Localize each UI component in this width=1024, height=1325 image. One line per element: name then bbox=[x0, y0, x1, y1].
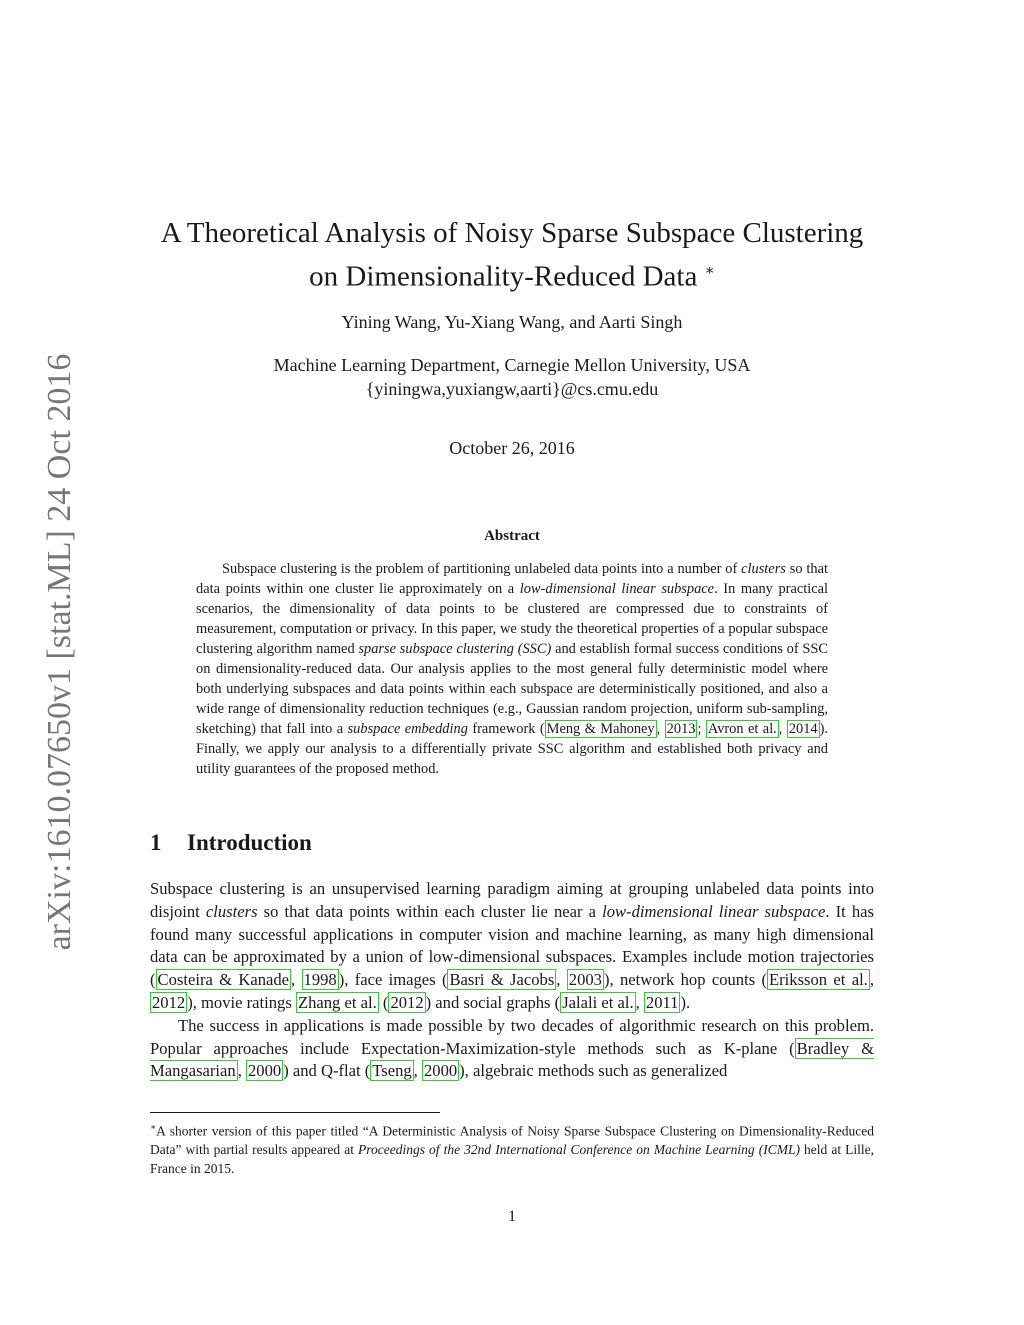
abstract-text-run: ). Finally, we apply our analysis to a differentially private SSC algorithm and established both privacy and utility guarantees of the proposed method. bbox=[196, 721, 828, 777]
citation-link[interactable]: Basri & Jacobs bbox=[449, 970, 555, 990]
intro-text-run: ), algebraic methods such as generalized bbox=[459, 1061, 728, 1081]
citation-link[interactable]: Tseng bbox=[372, 1061, 412, 1081]
citation-link[interactable]: Avron et al. bbox=[707, 721, 777, 737]
citation-link[interactable]: 2013 bbox=[666, 721, 696, 737]
arxiv-identifier: arXiv:1610.07650v1 [stat.ML] 24 Oct 2016 bbox=[41, 353, 78, 951]
affiliation: Machine Learning Department, Carnegie Mellon University, USA bbox=[273, 355, 751, 375]
citation-link[interactable]: Jalali et al. bbox=[562, 992, 634, 1012]
abstract-text-run: ; bbox=[697, 721, 706, 737]
citation-link[interactable]: 2000 bbox=[423, 1061, 458, 1081]
citation-link[interactable]: 2011 bbox=[645, 992, 679, 1012]
footnote-emphasis: Proceedings of the 32nd International Conference on Machine Learning (ICML) bbox=[358, 1142, 800, 1157]
citation-link[interactable]: 2012 bbox=[390, 992, 424, 1012]
title-line-1: A Theoretical Analysis of Noisy Sparse Subspace Clustering bbox=[160, 217, 864, 249]
intro-paragraph-1 bbox=[150, 878, 874, 1015]
section-title: Introduction bbox=[187, 830, 312, 855]
citation-link[interactable]: 2012 bbox=[152, 992, 186, 1012]
author-list: Yining Wang, Yu-Xiang Wang, and Aarti Singh bbox=[341, 312, 683, 332]
abstract-text-run: so that data points within one cluster lie approximately on a bbox=[196, 561, 828, 597]
intro-text-run: ), network hop counts ( bbox=[603, 970, 768, 990]
footnote bbox=[150, 1118, 874, 1178]
intro-text-run: ). bbox=[680, 992, 691, 1012]
intro-paragraph-2 bbox=[150, 1015, 874, 1083]
citation-link[interactable]: Bradley & Mangasarian bbox=[150, 1038, 874, 1081]
title-line-2-text: on Dimensionality-Reduced Data bbox=[309, 260, 698, 293]
citation-link[interactable]: Zhang et al. bbox=[297, 992, 377, 1012]
citation-link[interactable]: Costeira & Kanade bbox=[157, 970, 290, 990]
abstract-text-run: framework ( bbox=[467, 721, 545, 737]
footnote-text-run: A shorter version of this paper titled “A Deterministic Analysis of Noisy Sparse Subspace Clustering on Dimensionality-Reduced Data” with partial results appeared at bbox=[150, 1123, 874, 1157]
intro-text-run: ) and Q-flat ( bbox=[283, 1061, 371, 1081]
abstract-text-run: and establish formal success conditions of SSC on dimensionality-reduced data. Our analysis applies to the most general fully deterministic model where both underlying subspaces and data points within each subspace are deterministically positioned, and also a wide range of dimensionality reduction techniques (e.g., Gaussian random projection, uniform sub-sampling, sketching) that fall into a bbox=[196, 641, 829, 737]
abstract-text-run: , bbox=[656, 721, 665, 737]
abstract-text-run: , bbox=[778, 721, 787, 737]
intro-text-run: , bbox=[413, 1061, 422, 1081]
title-footnote-mark: ∗ bbox=[704, 263, 715, 279]
citation-link[interactable]: 2014 bbox=[788, 721, 818, 737]
abstract-emphasis: low-dimensional linear subspace bbox=[519, 581, 715, 597]
abstract-emphasis: subspace embedding bbox=[347, 721, 468, 737]
page-number: 1 bbox=[508, 1208, 516, 1225]
arxiv-sidebar-stamp bbox=[30, 350, 90, 955]
citation-link[interactable]: Eriksson et al. bbox=[769, 970, 868, 990]
intro-emphasis: clusters bbox=[205, 901, 258, 921]
paper-title bbox=[150, 214, 874, 296]
abstract-heading: Abstract bbox=[484, 528, 540, 544]
citation-link[interactable]: 2000 bbox=[248, 1061, 282, 1081]
abstract-text-run: . In many practical scenarios, the dimensionality of data points to be clustered are compressed due to constraints of measurement, computation or privacy. In this paper, we study the theoretical properties of a popular subspace clustering algorithm named bbox=[196, 581, 828, 657]
intro-text-run: , bbox=[291, 970, 302, 990]
abstract-text bbox=[196, 559, 828, 779]
intro-text-run: ) and social graphs ( bbox=[425, 992, 561, 1012]
abstract-emphasis: sparse subspace clustering (SSC) bbox=[358, 641, 552, 657]
intro-text-run: Subspace clustering is an unsupervised learning paradigm aiming at grouping unlabeled data points into disjoint bbox=[150, 879, 874, 921]
intro-text-run: , bbox=[556, 970, 567, 990]
introduction-body bbox=[150, 878, 874, 1083]
section-number: 1 bbox=[150, 830, 162, 855]
intro-text-run: , bbox=[237, 1061, 246, 1081]
abstract-emphasis: clusters bbox=[741, 561, 786, 577]
intro-text-run: The success in applications is made possible by two decades of algorithmic research on this problem. Popular approaches include Expectation-Maximization-style methods such as K-plane ( bbox=[150, 1015, 874, 1058]
citation-link[interactable]: 1998 bbox=[303, 970, 337, 990]
intro-emphasis: low-dimensional linear subspace bbox=[602, 901, 826, 921]
footnote-divider bbox=[150, 1112, 440, 1113]
intro-text-run: so that data points within each cluster lie near a bbox=[257, 901, 603, 921]
intro-text-run: , bbox=[635, 992, 644, 1012]
citation-link[interactable]: 2003 bbox=[568, 970, 602, 990]
intro-text-run: ), movie ratings bbox=[187, 992, 296, 1012]
publication-date: October 26, 2016 bbox=[449, 438, 575, 458]
citation-link[interactable]: Meng & Mahoney bbox=[546, 721, 655, 737]
intro-text-run: . It has found many successful applications in computer vision and machine learning, as many high dimensional data can be approximated by a union of low-dimensional subspaces. Examples include motion trajectories ( bbox=[150, 901, 875, 990]
footnote-mark: ∗ bbox=[150, 1122, 157, 1132]
section-heading-introduction bbox=[150, 830, 874, 856]
intro-text-run: ), face images ( bbox=[338, 970, 448, 990]
affiliation-block bbox=[150, 353, 874, 401]
footnote-text-run: held at Lille, France in 2015. bbox=[150, 1142, 874, 1176]
author-emails: {yiningwa,yuxiangw,aarti}@cs.cmu.edu bbox=[365, 379, 659, 399]
title-line-2 bbox=[150, 252, 874, 296]
intro-text-run: ( bbox=[378, 992, 389, 1012]
intro-text-run: , bbox=[869, 970, 874, 990]
abstract-text-run: Subspace clustering is the problem of partitioning unlabeled data points into a number of bbox=[222, 561, 742, 577]
